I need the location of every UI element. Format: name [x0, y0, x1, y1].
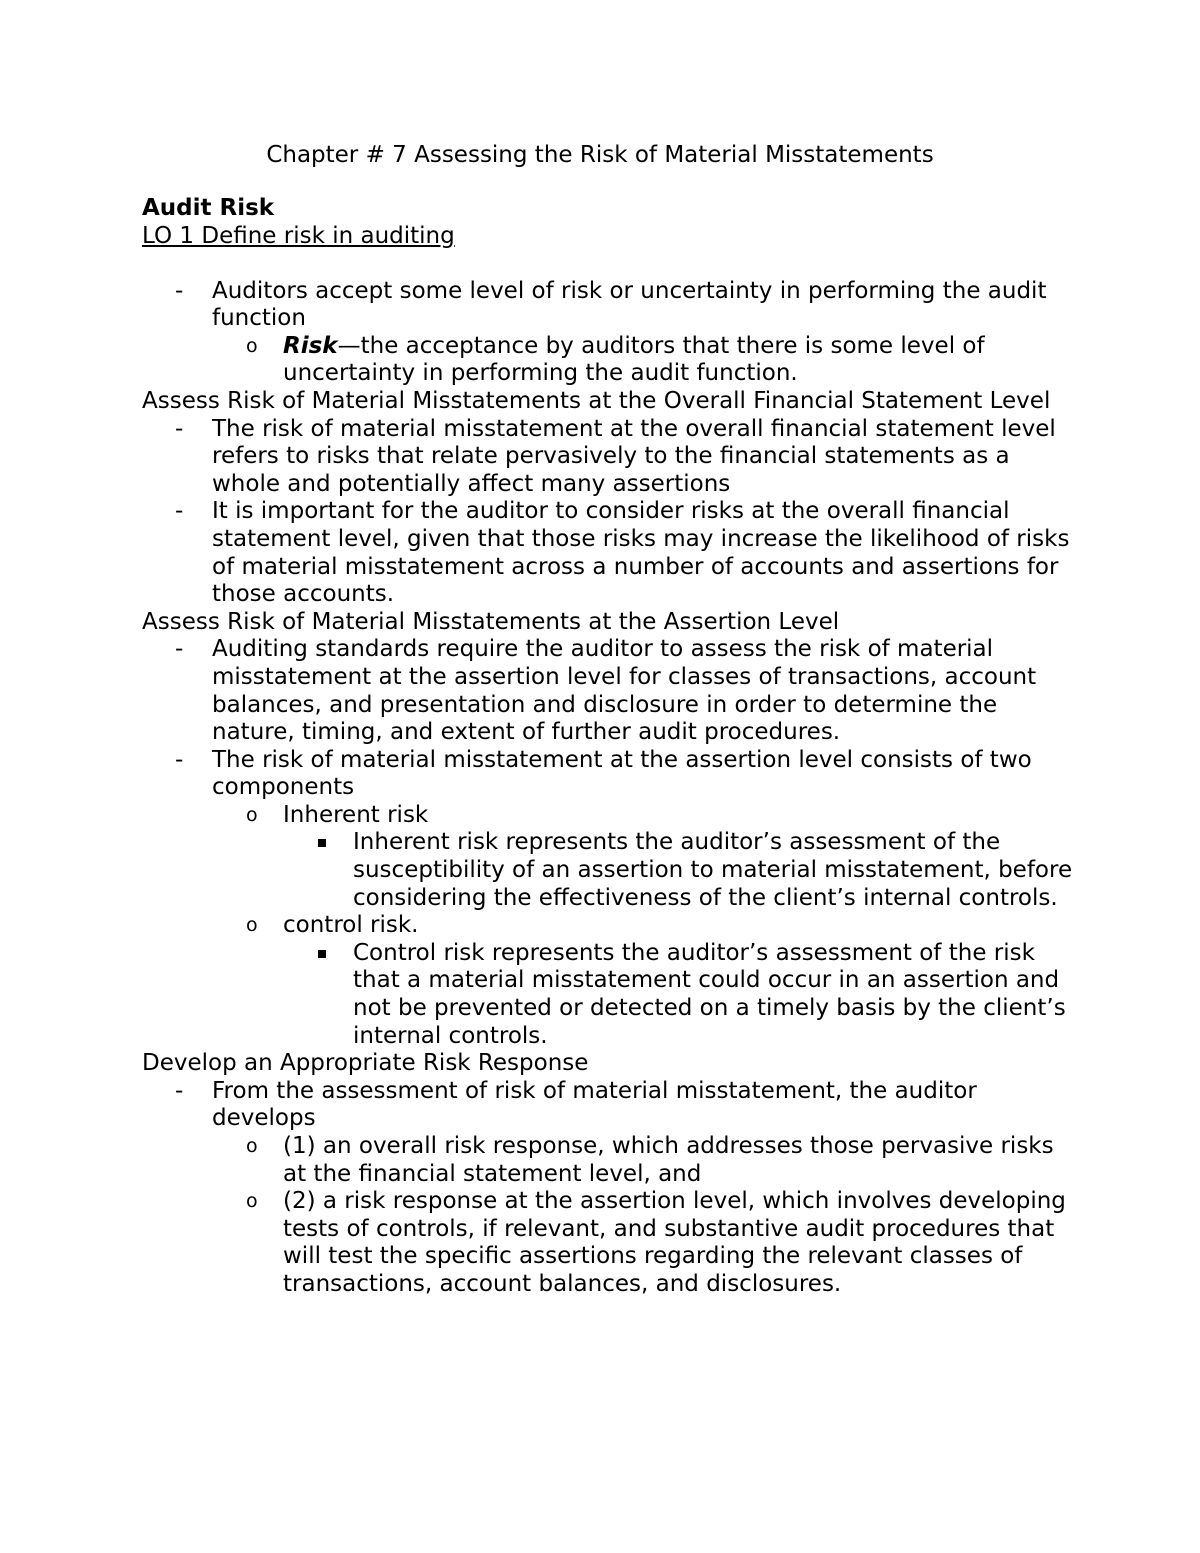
- sub-bullet-item: [142, 1188, 1077, 1298]
- bullet-text: From the assessment of risk of material misstatement, the auditor develops: [212, 1077, 977, 1132]
- sub-bullet-text: Inherent risk: [283, 801, 429, 828]
- dash-marker: -: [175, 498, 184, 525]
- bullet-item: [142, 636, 1077, 746]
- document-body: [142, 193, 1077, 1299]
- dash-marker: -: [175, 636, 184, 663]
- square-bullet-icon: [318, 950, 326, 958]
- circle-marker: o: [246, 1135, 258, 1157]
- square-bullet-item: [142, 829, 1077, 912]
- risk-term: Risk: [283, 332, 338, 359]
- section-heading-assertion-level: Assess Risk of Material Misstatements at the Assertion Level: [142, 608, 840, 635]
- dash-marker: -: [175, 415, 184, 442]
- sub-bullet-text: control risk.: [283, 912, 419, 939]
- circle-marker: o: [246, 803, 258, 826]
- bullet-text: Auditing standards require the auditor to assess the risk of material misstatement at the assertion level for classes of transactions, account balances, and presentation and disclosure in order to determine the nature, timing, and extent of further audit procedures.: [212, 636, 1037, 746]
- square-bullet-item: [142, 940, 1077, 1050]
- dash-marker: -: [175, 1077, 184, 1104]
- bullet-text: Auditors accept some level of risk or uncertainty in performing the audit function: [212, 277, 1047, 332]
- square-bullet-text: Inherent risk represents the auditor’s assessment of the susceptibility of an assertion to material misstatement, before considering the effectiveness of the client’s internal controls.: [353, 829, 1073, 911]
- bullet-text: It is important for the auditor to consider risks at the overall financial statement level, given that those risks may increase the likelihood of risks of material misstatement across a number of accounts and assertions for those accounts.: [212, 498, 1070, 608]
- sub-bullet-text: (1) an overall risk response, which addresses those pervasive risks at the financial statement level, and: [283, 1133, 1054, 1187]
- bullet-text: The risk of material misstatement at the assertion level consists of two components: [212, 746, 1032, 801]
- dash-marker: -: [175, 746, 184, 773]
- section-heading-audit-risk: Audit Risk: [142, 195, 275, 221]
- section-heading-overall-level: Assess Risk of Material Misstatements at the Overall Financial Statement Level: [142, 387, 1051, 414]
- dash-marker: -: [175, 277, 184, 304]
- sub-bullet-text: (2) a risk response at the assertion level, which involves developing tests of controls, if relevant, and substantive audit procedures that will test the specific assertions regarding the relevant classes of transactions, account balances, and disclosures.: [283, 1188, 1066, 1297]
- bullet-item: [142, 747, 1077, 802]
- sub-bullet-item: [142, 333, 1077, 388]
- bullet-item: [142, 416, 1077, 499]
- circle-marker: o: [246, 334, 258, 357]
- section-heading-risk-response: Develop an Appropriate Risk Response: [142, 1050, 589, 1077]
- sub-bullet-item: [142, 802, 1077, 830]
- bullet-item: [142, 498, 1077, 608]
- circle-marker: o: [246, 914, 258, 937]
- circle-marker: o: [246, 1190, 258, 1213]
- learning-objective: LO 1 Define risk in auditing: [142, 223, 455, 249]
- sub-bullet-item: [142, 1133, 1077, 1188]
- chapter-title: Chapter # 7 Assessing the Risk of Material Misstatements: [266, 142, 934, 168]
- risk-definition: —the acceptance by auditors that there is some level of uncertainty in performing the audit function.: [283, 332, 985, 387]
- bullet-item: [142, 278, 1077, 333]
- square-bullet-icon: [318, 839, 326, 847]
- bullet-item: [142, 1078, 1077, 1133]
- square-bullet-text: Control risk represents the auditor’s assessment of the risk that a material misstatement could occur in an assertion and not be prevented or detected on a timely basis by the client’s internal controls.: [353, 939, 1066, 1049]
- bullet-text: The risk of material misstatement at the overall financial statement level refers to risks that relate pervasively to the financial statements as a whole and potentially affect many assertions: [212, 415, 1056, 497]
- sub-bullet-item: [142, 912, 1077, 940]
